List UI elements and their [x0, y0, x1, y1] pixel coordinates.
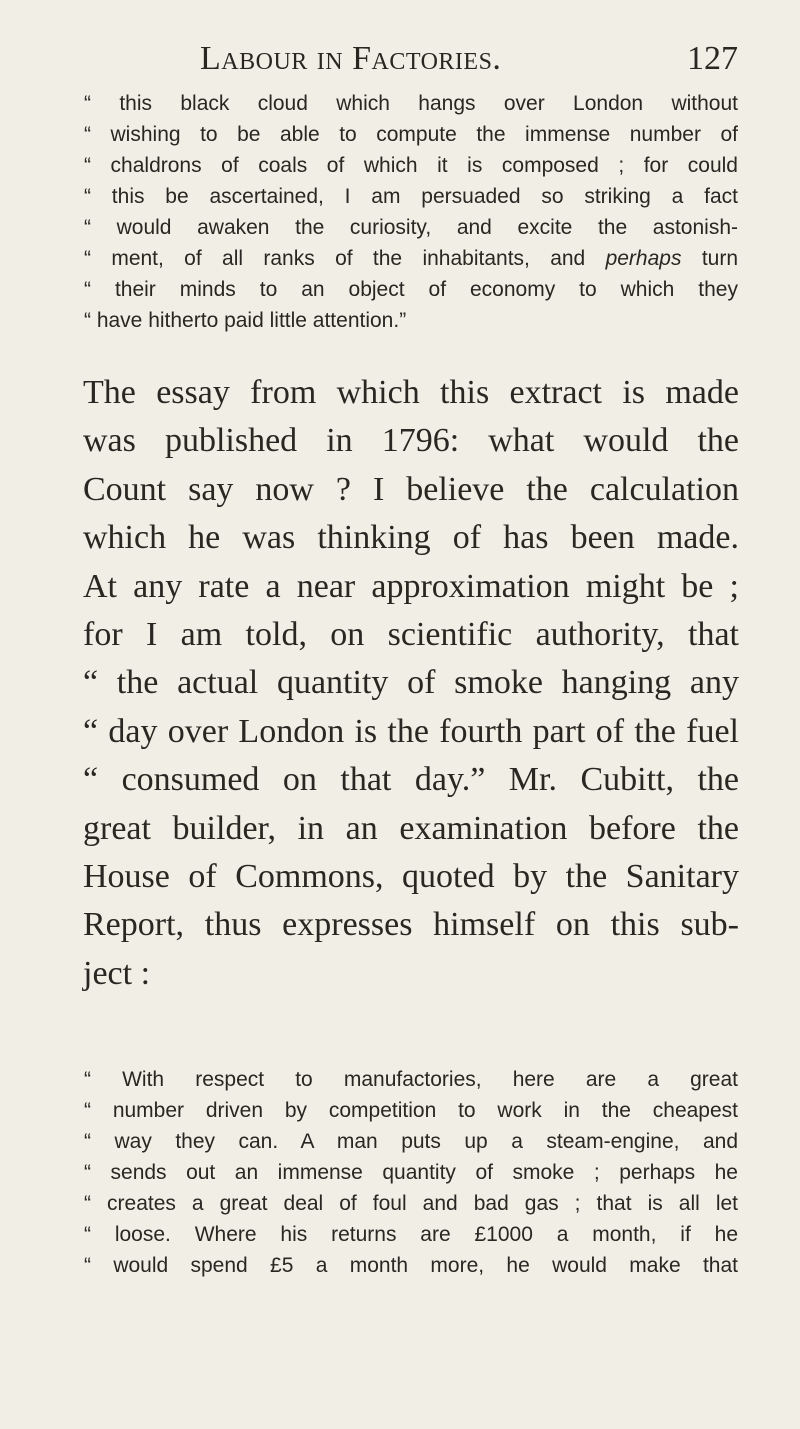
- body-line: was published in 1796: what would the: [83, 422, 739, 460]
- quote-line: “ With respect to manufactories, here are a great: [84, 1068, 738, 1091]
- quote-line: “ creates a great deal of foul and bad gas ; that is all let: [84, 1192, 738, 1215]
- quote-line-text: turn: [701, 247, 738, 270]
- quote-line: “ would spend £5 a month more, he would make that: [84, 1254, 738, 1277]
- body-line: At any rate a near approximation might be ;: [83, 567, 739, 605]
- page-number: 127: [687, 40, 738, 77]
- quote-line: “ way they can. A man puts up a steam-engine, and: [84, 1130, 738, 1153]
- body-line: Count say now ? I believe the calculation: [83, 470, 739, 508]
- italic-word: perhaps: [605, 247, 682, 270]
- body-paragraph: [83, 369, 739, 998]
- body-line: “ the actual quantity of smoke hanging any: [83, 664, 739, 702]
- quote-line: [84, 243, 738, 274]
- quote-line: “ have hitherto paid little attention.”: [84, 309, 407, 332]
- body-line: ject :: [83, 954, 151, 992]
- quote-line: “ would awaken the curiosity, and excite the astonish-: [84, 216, 738, 239]
- body-line: for I am told, on scientific authority, that: [83, 616, 739, 654]
- quote-line: “ this be ascertained, I am persuaded so striking a fact: [84, 185, 738, 208]
- quote-line: “ wishing to be able to compute the immense number of: [84, 123, 738, 146]
- body-line: The essay from which this extract is made: [83, 374, 739, 411]
- body-line: great builder, in an examination before the: [83, 809, 739, 847]
- running-title: Labour in Factories.: [200, 40, 502, 77]
- block-quote-1: [84, 88, 738, 336]
- quote-line: “ number driven by competition to work in the cheapest: [84, 1099, 738, 1122]
- body-line: “ day over London is the fourth part of the fuel: [83, 712, 739, 750]
- quote-line: “ sends out an immense quantity of smoke ; perhaps he: [84, 1161, 738, 1184]
- body-line: “ consumed on that day.” Mr. Cubitt, the: [83, 761, 739, 799]
- quote-line: “ loose. Where his returns are £1000 a month, if he: [84, 1223, 738, 1246]
- page-header: [60, 40, 738, 88]
- quote-line-text: “ ment, of all ranks of the inhabitants, and: [84, 247, 586, 270]
- block-quote-2: [84, 1064, 738, 1281]
- quote-line: “ chaldrons of coals of which it is composed ; for could: [84, 154, 738, 177]
- quote-line: “ their minds to an object of economy to which they: [84, 278, 738, 301]
- body-line: House of Commons, quoted by the Sanitary: [83, 858, 739, 896]
- body-line: Report, thus expresses himself on this sub-: [83, 906, 739, 944]
- body-line: which he was thinking of has been made.: [83, 519, 739, 557]
- quote-line: “ this black cloud which hangs over London without: [84, 92, 738, 115]
